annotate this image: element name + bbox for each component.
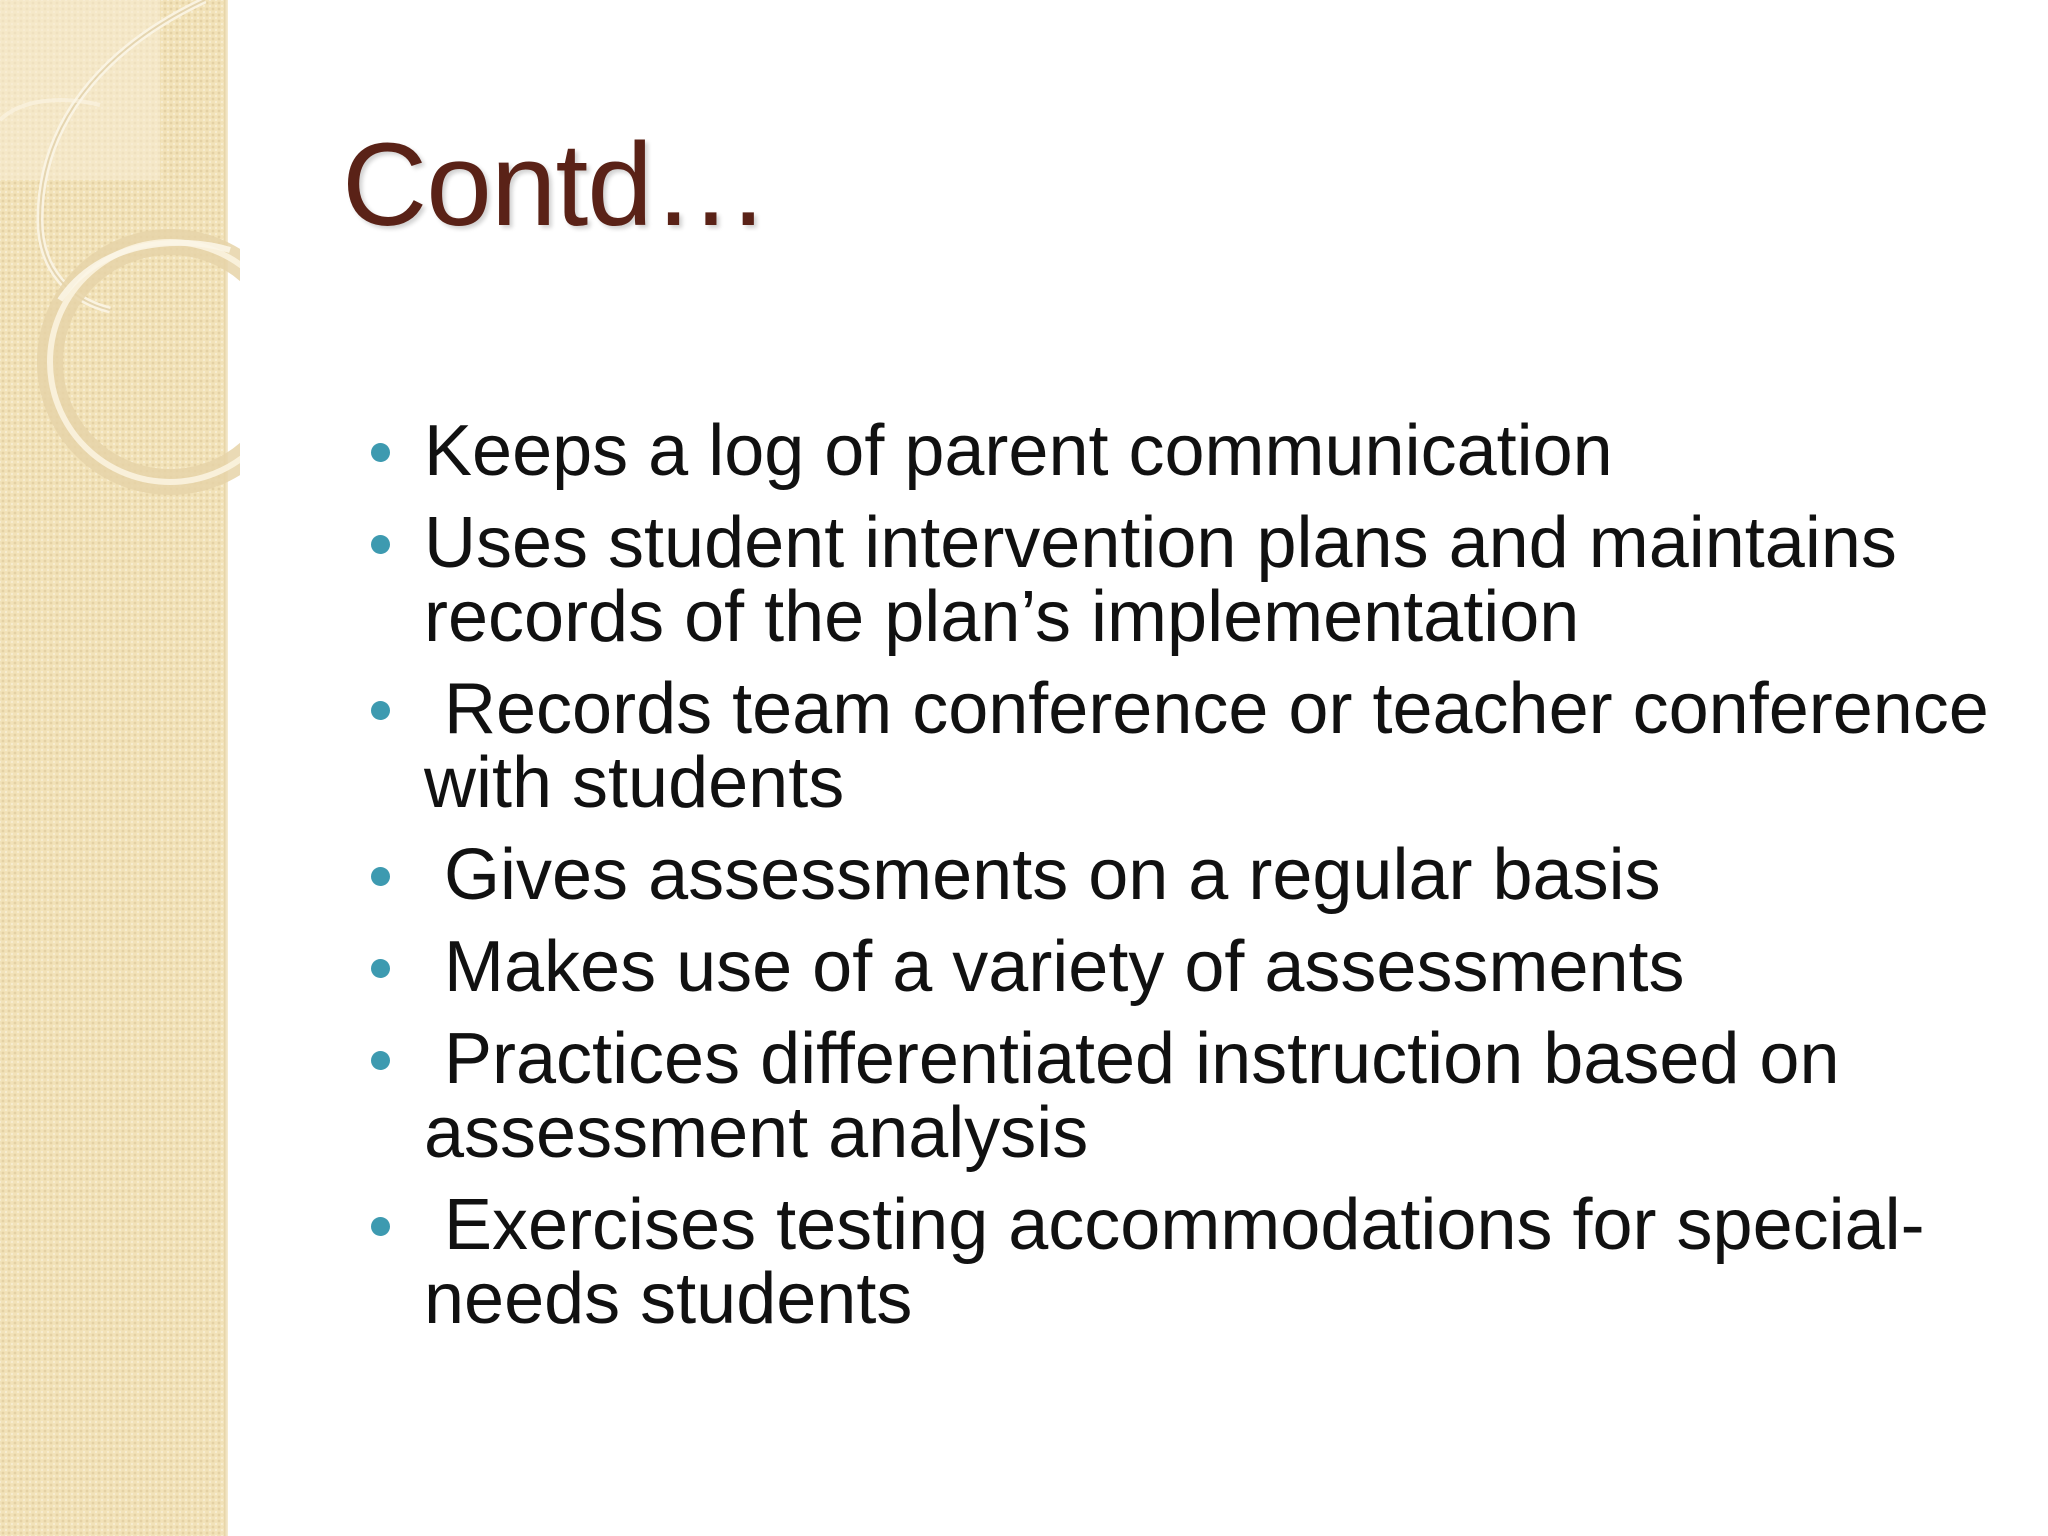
list-item: [360, 1019, 2020, 1173]
bullet-text: Gives assessments on a regular basis: [424, 835, 1661, 915]
bullet-dot-icon: [371, 867, 390, 886]
list-item: [360, 411, 2020, 491]
list-item: [360, 927, 2020, 1007]
bullet-text: Records team conference or teacher conference with students: [424, 669, 2009, 823]
list-item: [360, 669, 2020, 823]
bullet-list: [360, 411, 2020, 1354]
bullet-text: Practices differentiated instruction based on assessment analysis: [424, 1019, 1860, 1173]
bullet-dot-icon: [371, 1217, 390, 1236]
bullet-dot-icon: [371, 443, 390, 462]
bullet-text: Exercises testing accommodations for special-needs students: [424, 1185, 1925, 1339]
bullet-dot-icon: [371, 1051, 390, 1070]
bullet-text: Makes use of a variety of assessments: [424, 927, 1685, 1007]
list-item: [360, 835, 2020, 915]
bullet-dot-icon: [371, 959, 390, 978]
list-item: [360, 1185, 2020, 1339]
bullet-dot-icon: [371, 701, 390, 720]
decorative-swirl-graphic: [0, 0, 240, 520]
bullet-text: Uses student intervention plans and maintains records of the plan’s implementation: [424, 503, 1897, 657]
bullet-dot-icon: [371, 535, 390, 554]
bullet-text: Keeps a log of parent communication: [424, 411, 1613, 491]
slide-title: Contd…: [342, 119, 769, 251]
list-item: [360, 503, 2020, 657]
